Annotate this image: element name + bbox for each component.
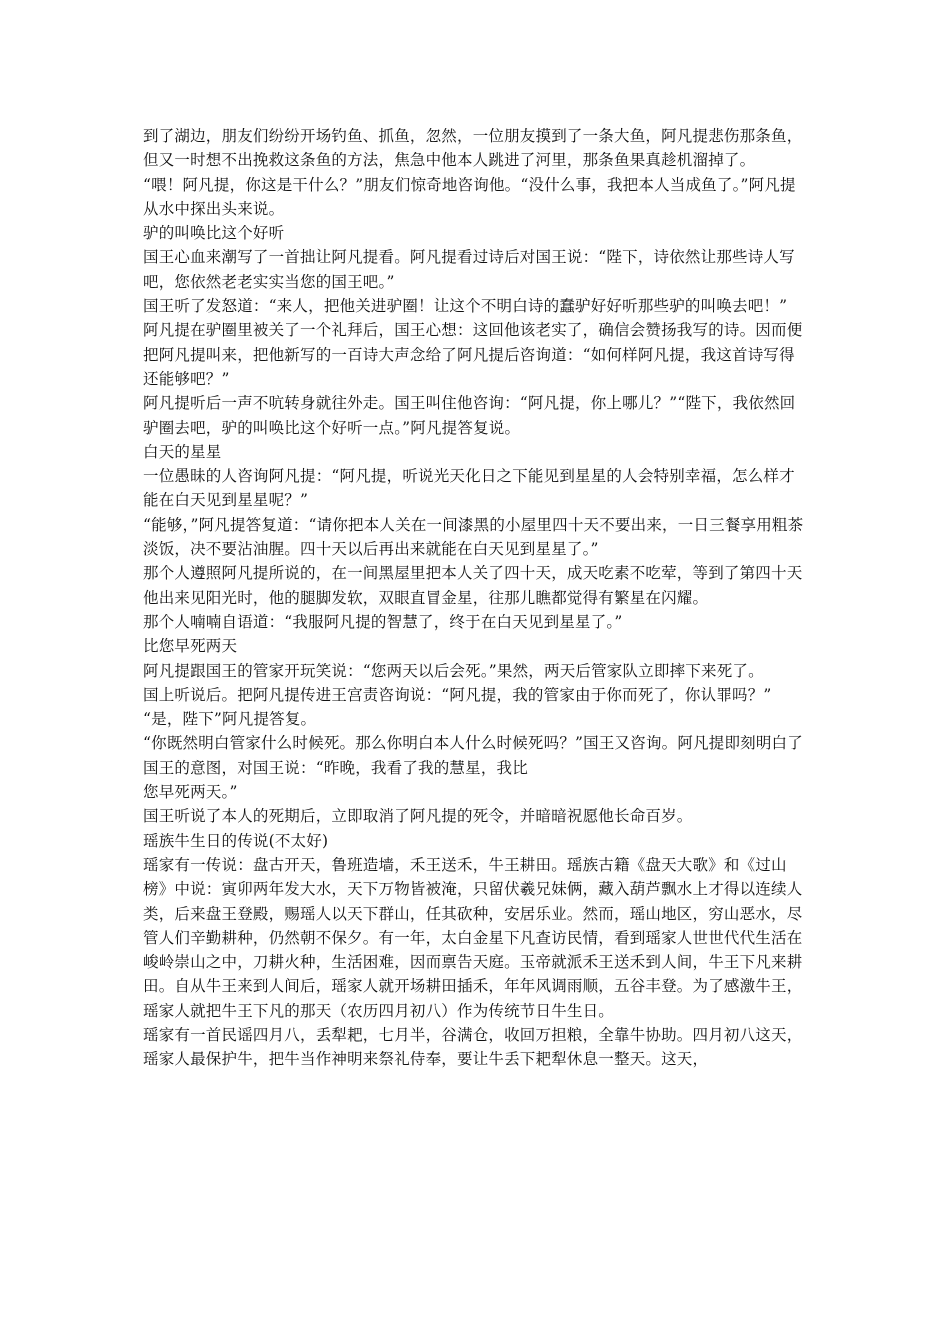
paragraph-afanti-yes: “是，陛下”阿凡提答复。 (143, 710, 317, 729)
section-heading-yao-ox: 瑶族牛生日的传说(不太好) (143, 831, 329, 850)
paragraph-stars-murmur: 那个人喃喃自语道：“我服阿凡提的智慧了，终于在白天见到星星了。” (143, 612, 623, 631)
paragraph-king-angry: 国王听了发怒道：“来人，把他关进驴圈！让这个不明白诗的蠢驴好好听那些驴的叫唤去吧！” (143, 297, 788, 316)
paragraph-two-days-earlier: 您早死两天。” (143, 783, 238, 802)
paragraph-king-poem: 国王心血来潮写了一首拙让阿凡提看。阿凡提看过诗后对国王说：“陛下，诗依然让那些诗人写吧，您依然老老实实当您的国王吧。” (143, 248, 795, 291)
paragraph-stars-question: 一位愚昧的人咨询阿凡提：“阿凡提，听说光天化日之下能见到星星的人会特别幸福，怎么样才能在白天见到星星呢？” (143, 467, 795, 510)
paragraph-yao-ballad: 瑶家有一首民谣四月八，丢犁耙，七月半，谷满仓，收回万担粮，全靠牛协助。四月初八这天，瑶家人最保护牛，把牛当作神明来祭礼侍奉，要让牛丢下耙犁休息一整天。这天， (143, 1025, 803, 1069)
paragraph-fish-lake: 到了湖边，朋友们纷纷开场钓鱼、抓鱼，忽然，一位朋友摸到了一条大鱼，阿凡提悲伤那条鱼，但又一时想不出挽救这条鱼的方法，焦急中他本人跳进了河里，那条鱼果真趁机溜掉了。 (143, 127, 803, 170)
paragraph-steward-joke: 阿凡提跟国王的管家开玩笑说：“您两天以后会死。”果然，两天后管家队立即摔下来死了。 (143, 661, 764, 680)
paragraph-king-questions: 国上听说后。把阿凡提传进王宫责咨询说：“阿凡提，我的管家由于你而死了，你认罪吗？” (143, 685, 772, 704)
paragraph-fish-dialogue: “喂！阿凡提，你这是干什么？”朋友们惊奇地咨询他。“没什么事，我把本人当成鱼了。”阿凡提从水中探出头来说。 (143, 175, 796, 218)
paragraph-stars-result: 那个人遵照阿凡提所说的，在一间黑屋里把本人关了四十天，成天吃素不吃荤，等到了第四十天他出来见阳光时，他的腿脚发软，双眼直冒金星，往那儿瞧都觉得有繁星在闪耀。 (143, 564, 803, 607)
section-heading-stars: 白天的星星 (143, 442, 222, 461)
paragraph-donkey-reply: 阿凡提听后一声不吭转身就往外走。国王叫住他咨询：“阿凡提，你上哪儿？”“陛下，我依然回驴圈去吧，驴的叫唤比这个好听一点。”阿凡提答复说。 (143, 394, 796, 437)
document-page (143, 124, 809, 1072)
paragraph-donkey-pen: 阿凡提在驴圈里被关了一个礼拜后，国王心想：这回他该老实了，确信会赞扬我写的诗。因而便把阿凡提叫来，把他新写的一百诗大声念给了阿凡提后咨询道：“如何样阿凡提，我这首诗写得还能够吧？” (143, 321, 803, 388)
paragraph-king-cancels: 国王听说了本人的死期后，立即取消了阿凡提的死令，并暗暗祝愿他长命百岁。 (143, 807, 693, 826)
paragraph-king-asks-death: “你既然明白管家什么时候死。那么你明白本人什么时候死吗？”国王又咨询。阿凡提即刻明白了国王的意图，对国王说：“昨晚，我看了我的慧星，我比 (143, 734, 803, 777)
paragraph-stars-answer: “能够，”阿凡提答复道：“请你把本人关在一间漆黑的小屋里四十天不要出来，一日三餐享用粗茶淡饭，决不要沾油腥。四十天以后再出来就能在白天见到星星了。” (143, 515, 804, 559)
paragraph-yao-legend: 瑶家有一传说：盘古开天，鲁班造墙，禾王送禾，牛王耕田。瑶族古籍《盘天大歌》和《过山榜》中说：寅卯两年发大水，天下万物皆被淹，只留伏羲兄妹俩，藏入葫芦飘水上才得以连续人类，后来盘王登殿，赐瑶人以天下群山，任其砍种，安居乐业。然而，瑶山地区，穷山恶水，尽管人们辛勤耕种，仍然朝不保夕。有一年，太白金星下凡查访民情，看到瑶家人世世代代生活在峻岭崇山之中，刀耕火种，生活困难，因而禀告天庭。玉帝就派禾王送禾到人间，牛王下凡来耕田。自从牛王来到人间后，瑶家人就开场耕田插禾，年年风调雨顺，五谷丰登。为了感激牛王，瑶家人就把牛王下凡的那天（农历四月初八）作为传统节日牛生日。 (143, 855, 803, 1020)
section-heading-donkey: 驴的叫唤比这个好听 (143, 224, 285, 243)
section-heading-two-days: 比您早死两天 (143, 637, 238, 656)
